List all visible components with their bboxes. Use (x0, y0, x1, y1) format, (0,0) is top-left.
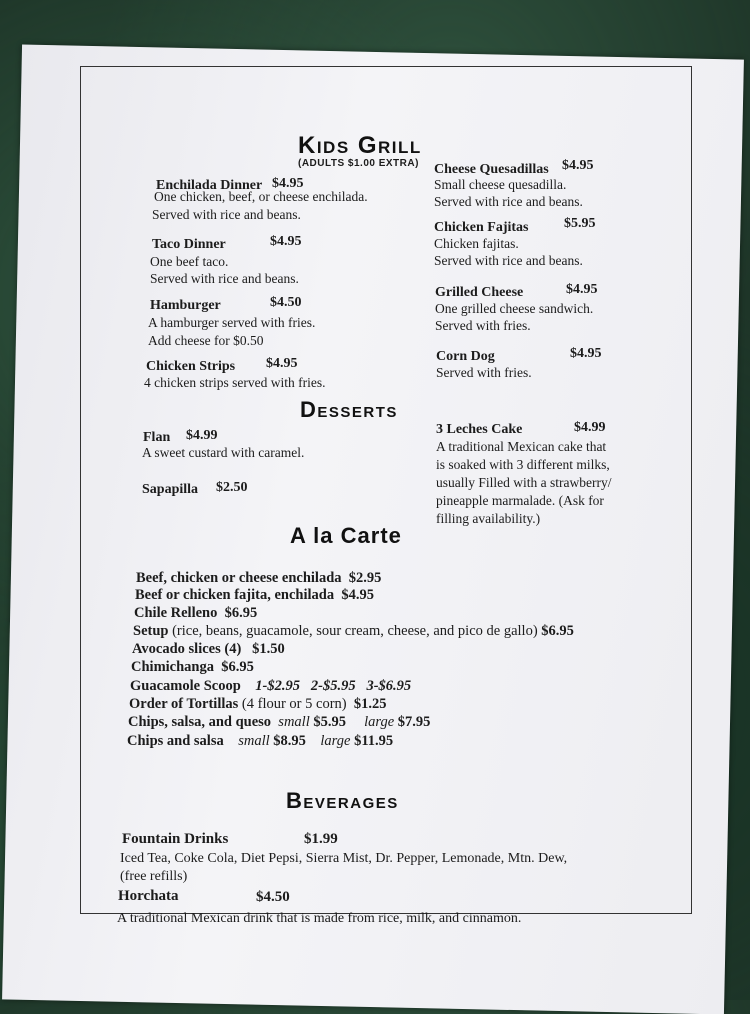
item-desc: Served with rice and beans. (152, 207, 301, 222)
desserts-heading: Desserts (300, 397, 398, 422)
size-label: large (364, 714, 395, 730)
item-desc: is soaked with 3 different milks, (436, 457, 610, 472)
item-name: Enchilada Dinner (156, 178, 263, 193)
item-price: $2.50 (216, 480, 248, 495)
item-name: Fountain Drinks (122, 831, 229, 847)
beverages-heading: Beverages (286, 788, 399, 813)
alacarte-item (127, 733, 393, 750)
scoop-option: 3-$6.95 (366, 678, 412, 694)
alacarte-item (131, 659, 254, 676)
item-desc: 4 chicken strips served with fries. (144, 375, 326, 390)
item-name: Beef, chicken or cheese enchilada (136, 570, 342, 586)
item-desc: Served with rice and beans. (434, 194, 583, 209)
item-name: Grilled Cheese (435, 285, 524, 300)
item-desc: Iced Tea, Coke Cola, Diet Pepsi, Sierra Mist, Dr. Pepper, Lemonade, Mtn. Dew, (120, 851, 568, 866)
scoop-option: 2-$5.95 (310, 678, 356, 694)
item-name: Flan (143, 430, 171, 445)
item-name: 3 Leches Cake (436, 422, 523, 437)
alacarte-item (134, 605, 257, 622)
item-name: Chile Relleno (134, 605, 218, 621)
item-price: $4.95 (566, 282, 598, 297)
size-label: small (238, 733, 270, 749)
size-label: large (320, 733, 351, 749)
item-name: Chips and salsa (127, 733, 224, 749)
alacarte-item (132, 641, 285, 658)
item-name: Beef or chicken fajita, enchilada (135, 587, 335, 603)
item-name: Order of Tortillas (129, 696, 239, 712)
item-price: $5.95 (313, 714, 346, 730)
item-price: $6.95 (224, 605, 258, 621)
item-name: Hamburger (150, 298, 221, 313)
item-price: $4.50 (256, 889, 290, 905)
item-desc: Served with rice and beans. (434, 253, 583, 268)
alacarte-heading: A la Carte (290, 523, 402, 548)
item-desc: One grilled cheese sandwich. (435, 301, 594, 316)
item-note: (4 flour or 5 corn) (241, 696, 347, 712)
item-name: Sapapilla (142, 482, 199, 497)
alacarte-item (129, 696, 386, 713)
item-name: Chicken Fajitas (434, 220, 529, 235)
item-price: $4.95 (266, 356, 298, 371)
item-desc: Served with fries. (436, 365, 532, 380)
item-desc: A sweet custard with caramel. (142, 445, 305, 460)
item-price: $11.95 (354, 733, 394, 749)
alacarte-item (130, 678, 411, 695)
item-price: $4.99 (574, 420, 606, 435)
item-name: Setup (133, 623, 169, 639)
item-name: Cheese Quesadillas (434, 162, 549, 177)
item-price: $1.25 (353, 696, 387, 712)
item-name: Taco Dinner (152, 237, 226, 252)
item-price: $4.95 (562, 158, 594, 173)
item-desc: pineapple marmalade. (Ask for (436, 493, 604, 508)
item-desc: Chicken fajitas. (434, 236, 519, 251)
item-price: $1.50 (252, 641, 285, 657)
kids-grill-subtitle: (ADULTS $1.00 EXTRA) (298, 158, 419, 169)
item-price: $4.95 (270, 234, 302, 249)
kids-grill-heading: Kids Grill (298, 132, 422, 159)
item-desc: Served with fries. (435, 318, 531, 333)
item-desc: filling availability.) (436, 511, 541, 526)
alacarte-item (128, 714, 430, 731)
item-price: $8.95 (273, 733, 306, 749)
item-desc: A traditional Mexican drink that is made from rice, milk, and cinnamon. (117, 911, 522, 926)
item-desc: Add cheese for $0.50 (148, 333, 264, 348)
item-desc: (free refills) (120, 869, 188, 884)
item-desc: usually Filled with a strawberry/ (436, 475, 612, 490)
alacarte-item (133, 623, 574, 640)
item-name: Corn Dog (436, 349, 495, 364)
item-price: $4.95 (570, 346, 602, 361)
item-desc: One beef taco. (150, 254, 229, 269)
item-price: $4.50 (270, 295, 302, 310)
item-note: (rice, beans, guacamole, sour cream, cheese, and pico de gallo) (172, 623, 538, 639)
item-desc: Served with rice and beans. (150, 271, 299, 286)
item-name: Chimichanga (131, 659, 214, 675)
item-name: Chips, salsa, and queso (128, 714, 272, 730)
item-name: Horchata (118, 888, 179, 904)
item-name: Avocado slices (4) (132, 641, 242, 657)
scoop-option: 1-$2.95 (255, 678, 300, 694)
item-price: $6.95 (541, 623, 574, 639)
item-price: $2.95 (348, 570, 382, 586)
item-price: $4.99 (186, 428, 218, 443)
item-price: $1.99 (304, 831, 338, 847)
item-desc: One chicken, beef, or cheese enchilada. (154, 189, 368, 204)
item-price: $5.95 (564, 216, 596, 231)
item-desc: A traditional Mexican cake that (436, 439, 607, 454)
item-name: Chicken Strips (146, 359, 236, 374)
item-desc: Small cheese quesadilla. (434, 177, 567, 192)
size-label: small (278, 714, 310, 730)
item-name: Guacamole Scoop (130, 678, 241, 694)
item-price: $4.95 (341, 587, 374, 603)
item-price: $6.95 (221, 659, 254, 675)
alacarte-item (136, 570, 381, 587)
alacarte-item (135, 587, 374, 604)
item-desc: A hamburger served with fries. (148, 315, 316, 330)
item-price: $4.95 (272, 176, 304, 191)
item-price: $7.95 (397, 714, 431, 730)
